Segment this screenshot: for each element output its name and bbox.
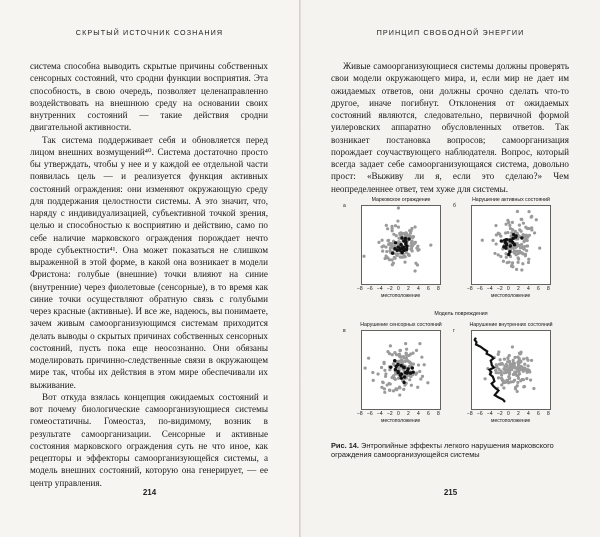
scatter-point-outer — [395, 387, 398, 390]
scatter-point-outer — [386, 350, 389, 353]
scatter-point-outer — [410, 244, 413, 247]
scatter-point-outer — [511, 221, 514, 224]
scatter-point-inner — [396, 370, 399, 373]
scatter-point-outer — [405, 354, 408, 357]
scatter-point-outer — [380, 239, 383, 242]
scatter-point-outer — [408, 378, 411, 381]
scatter-point-outer — [504, 223, 507, 226]
scatter-point-outer — [523, 239, 526, 242]
scatter-point-outer — [495, 242, 498, 245]
scatter-plot — [471, 205, 551, 285]
scatter-point-outer — [417, 248, 420, 251]
scatter-point-outer — [511, 265, 514, 268]
axis-tick-label: −2 — [497, 411, 503, 417]
scatter-point-outer — [418, 342, 421, 345]
scatter-point-outer — [385, 224, 388, 227]
scatter-point-outer — [506, 219, 509, 222]
axis-tick-label: 6 — [427, 411, 430, 417]
scatter-point-outer — [393, 257, 396, 260]
figure-panel — [453, 197, 551, 307]
scatter-point-inner — [391, 252, 394, 255]
scatter-point-outer — [381, 250, 384, 253]
panel-title: Нарушение сенсорных состояний — [360, 322, 442, 328]
scatter-point-outer — [391, 376, 394, 379]
scatter-point-outer — [386, 227, 389, 230]
scatter-point-outer — [415, 349, 418, 352]
scatter-point-outer — [390, 225, 393, 228]
axis-tick-label: 2 — [407, 286, 410, 292]
scatter-point-inner — [508, 238, 511, 241]
scatter-point-outer — [507, 370, 510, 373]
scatter-point-outer — [517, 258, 520, 261]
scatter-point-outer — [510, 368, 513, 371]
scatter-point-outer — [515, 268, 518, 271]
scatter-point-inner — [389, 365, 392, 368]
axis-tick-label: −4 — [487, 411, 493, 417]
scatter-point-outer — [418, 370, 421, 373]
scatter-point-inner — [407, 237, 410, 240]
running-header-right: ПРИНЦИП СВОБОДНОЙ ЭНЕРГИИ — [376, 28, 525, 37]
scatter-point-outer — [390, 258, 393, 261]
scatter-point-outer — [382, 361, 385, 364]
scatter-point-inner — [504, 241, 507, 244]
axis-tick-label: −4 — [377, 286, 383, 292]
scatter-point-outer — [392, 233, 395, 236]
scatter-point-outer — [398, 349, 401, 352]
scatter-point-inner — [509, 244, 512, 247]
scatter-point-outer — [396, 219, 399, 222]
scatter-point-outer — [410, 384, 413, 387]
scatter-point-outer — [394, 224, 397, 227]
scatter-point-outer — [497, 350, 500, 353]
scatter-point-outer — [393, 351, 396, 354]
scatter-point-outer — [527, 261, 530, 264]
scatter-point-outer — [383, 257, 386, 260]
scatter-point-inner — [394, 368, 397, 371]
axis-tick-label: 8 — [547, 411, 550, 417]
scatter-point-inner — [394, 241, 397, 244]
scatter-point-outer — [497, 253, 500, 256]
scatter-point-outer — [514, 386, 517, 389]
scatter-point-inner — [513, 243, 516, 246]
scatter-point-outer — [508, 224, 511, 227]
axis-tick-label: −4 — [377, 411, 383, 417]
scatter-point-outer — [506, 357, 509, 360]
page-number-left: 214 — [142, 488, 157, 497]
scatter-point-outer — [525, 377, 528, 380]
scatter-point-outer — [421, 375, 424, 378]
scatter-point-outer — [494, 224, 497, 227]
scatter-point-outer — [398, 386, 401, 389]
scatter-point-outer — [389, 242, 392, 245]
scatter-point-outer — [530, 359, 533, 362]
paragraph: Так система поддерживает себя и обновляется перед лицом внешних возмущений⁴⁰. Система достаточно просто бы утверждать, чтобы у нее и у каждой ее отдельной части появилась цель — и реализуется функция активных состояний ограждения: они изменяют окружающую среду для поддержания целостности системы. А это значит, что, наряду с индивидуализацией, субъективной точкой зрения, целью и способностью к восприятию и действию, само по себе наличие марковского ограждения порождает нечто вроде субъектности⁴¹. Она может показаться не слишком выраженной в этой форме, в какой она возникает в модели Фристона: голубые (внешние) точки влияют на синие (внутренние) через фиолетовые (сенсорные), в то время как синие точки осуществляют обратную связь с голубыми через красные (активные). И все же, надеюсь, вы понимаете, зачем живым самоорганизующимся системам приходится делать выводы о скрытых причинах собственных сенсорных состояний, пусть пока еще неосознанно. Они обязаны моделировать причинно-следственные связи в окружающем мире так, чтобы их действия в этом мире обеспечивали их выживание. — [30, 134, 268, 390]
scatter-point-outer — [500, 362, 503, 365]
scatter-point-outer — [400, 359, 403, 362]
page-number-right: 215 — [443, 488, 458, 497]
scatter-point-outer — [518, 224, 521, 227]
scatter-point-outer — [388, 389, 391, 392]
x-axis-label: местоположение — [381, 293, 421, 299]
scatter-point-inner — [507, 253, 510, 256]
scatter-point-outer — [535, 218, 538, 221]
scatter-point-outer — [406, 359, 409, 362]
scatter-point-inner — [399, 243, 402, 246]
axis-tick-label: 8 — [437, 411, 440, 417]
scatter-point-outer — [491, 239, 494, 242]
scatter-point-outer — [505, 364, 508, 367]
scatter-point-outer — [521, 233, 524, 236]
scatter-point-outer — [538, 247, 541, 250]
x-axis-label: местоположение — [491, 293, 531, 299]
x-axis-label: местоположение — [381, 418, 421, 424]
scatter-point-outer — [383, 369, 386, 372]
axis-tick-label: −2 — [387, 286, 393, 292]
scatter-point-outer — [519, 352, 522, 355]
scatter-point-outer — [419, 377, 422, 380]
scatter-point-outer — [518, 357, 521, 360]
scatter-point-outer — [511, 345, 514, 348]
panel-title: Нарушение активных состояний — [472, 197, 550, 203]
figure-panel — [343, 197, 441, 307]
scatter-point-outer — [523, 385, 526, 388]
scatter-point-outer — [420, 356, 423, 359]
scatter-point-outer — [527, 258, 530, 261]
scatter-point-outer — [522, 222, 525, 225]
scatter-point-outer — [405, 348, 408, 351]
panel-letter: а — [343, 203, 346, 209]
scatter-point-inner — [395, 249, 398, 252]
scatter-point-inner — [500, 239, 503, 242]
scatter-point-outer — [513, 356, 516, 359]
left-page — [0, 0, 299, 537]
paragraph: система способна выводить скрытые причины собственных сенсорных состояний, что сродни функции восприятия. Эта способность, в свою очередь, позволяет целенаправленно воздействовать на внешнюю среду на основании своих внутренних состояний — такие действия сродни двигательной активности. — [30, 61, 268, 133]
scatter-point-outer — [388, 382, 391, 385]
scatter-point-outer — [527, 364, 530, 367]
scatter-point-outer — [513, 362, 516, 365]
scatter-point-outer — [503, 358, 506, 361]
scatter-point-inner — [514, 235, 517, 238]
axis-tick-label: 4 — [527, 286, 530, 292]
figure-panel — [343, 322, 442, 432]
scatter-point-outer — [410, 227, 413, 230]
scatter-point-outer — [523, 363, 526, 366]
scatter-point-outer — [529, 378, 532, 381]
scatter-point-outer — [507, 375, 510, 378]
scatter-point-inner — [404, 237, 407, 240]
scatter-point-outer — [514, 372, 517, 375]
scatter-point-outer — [499, 358, 502, 361]
scatter-point-outer — [416, 245, 419, 248]
axis-tick-label: −6 — [477, 411, 483, 417]
scatter-point-outer — [399, 256, 402, 259]
scatter-point-outer — [526, 244, 529, 247]
scatter-point-outer — [414, 262, 417, 265]
scatter-point-inner — [403, 366, 406, 369]
scatter-point-outer — [497, 232, 500, 235]
scatter-point-outer — [522, 357, 525, 360]
scatter-point-outer — [514, 366, 517, 369]
caption-text: Энтропийные эффекты легкого нарушения марковского ограждения самоорганизующейся системы — [331, 441, 554, 460]
scatter-point-outer — [412, 235, 415, 238]
scatter-point-outer — [481, 239, 484, 242]
scatter-point-outer — [505, 256, 508, 259]
scatter-point-outer — [533, 231, 536, 234]
axis-tick-label: −8 — [467, 286, 473, 292]
paragraph: Живые самоорганизующиеся системы должны проверять свои модели окружающего мира, и, если мир не дает им ожидаемых ответов, они должны срочно сделать что-то другое, иначе погибнут. Отклонения от ожидаемых состояний являются, следовательно, первичной формой уилеровских аппаратно обусловленных ответов. Так возникает постановка вопросов; самоорганизация порождает соучаствующего наблюдателя. Вопрос, который всегда задает себе самоорганизующаяся система, довольно прост: «Выживу ли я, если это сделаю?» Чем неопределеннее ответ, тем хуже для системы. — [331, 61, 569, 194]
scatter-point-outer — [409, 361, 412, 364]
scatter-point-outer — [493, 252, 496, 255]
right-page — [301, 0, 600, 537]
scatter-point-outer — [384, 245, 387, 248]
scatter-point-outer — [398, 353, 401, 356]
axis-tick-label: 4 — [527, 411, 530, 417]
axis-tick-label: −6 — [367, 411, 373, 417]
scatter-point-outer — [383, 391, 386, 394]
scatter-point-outer — [414, 241, 417, 244]
scatter-point-outer — [497, 376, 500, 379]
right-body-text — [331, 60, 569, 195]
scatter-point-outer — [404, 342, 407, 345]
scatter-point-outer — [516, 261, 519, 264]
scatter-point-inner — [400, 376, 403, 379]
scatter-point-outer — [500, 374, 503, 377]
axis-tick-label: 2 — [517, 411, 520, 417]
scatter-point-outer — [417, 363, 420, 366]
scatter-point-outer — [416, 386, 419, 389]
scatter-point-outer — [520, 218, 523, 221]
scatter-point-outer — [521, 262, 524, 265]
scatter-point-outer — [520, 268, 523, 271]
axis-tick-label: 8 — [437, 286, 440, 292]
scatter-point-inner — [400, 236, 403, 239]
scatter-point-outer — [517, 363, 520, 366]
scatter-point-outer — [500, 378, 503, 381]
axis-tick-label: −8 — [357, 411, 363, 417]
panel-letter: г — [453, 328, 455, 334]
scatter-point-outer — [362, 255, 365, 258]
scatter-point-inner — [411, 366, 414, 369]
scatter-point-outer — [389, 344, 392, 347]
scatter-point-outer — [402, 388, 405, 391]
axis-tick-label: −6 — [477, 286, 483, 292]
axis-tick-label: 2 — [517, 286, 520, 292]
scatter-point-outer — [503, 368, 506, 371]
scatter-point-outer — [508, 362, 511, 365]
panel-letter: в — [343, 328, 346, 334]
scatter-point-outer — [398, 233, 401, 236]
scatter-point-outer — [509, 227, 512, 230]
scatter-point-outer — [499, 255, 502, 258]
scatter-point-outer — [397, 240, 400, 243]
scatter-point-outer — [499, 235, 502, 238]
scatter-point-outer — [525, 357, 528, 360]
scatter-point-outer — [524, 368, 527, 371]
scatter-point-inner — [409, 371, 412, 374]
figure-middle-label: Модель повреждения — [434, 311, 488, 317]
scatter-point-outer — [380, 245, 383, 248]
axis-tick-label: −4 — [487, 286, 493, 292]
scatter-point-outer — [423, 363, 426, 366]
axis-tick-label: −2 — [387, 411, 393, 417]
scatter-point-outer — [413, 269, 416, 272]
figure-panel — [453, 322, 553, 432]
axis-tick-label: −6 — [367, 286, 373, 292]
scatter-point-outer — [517, 377, 520, 380]
panel-letter: б — [453, 203, 456, 209]
scatter-point-outer — [502, 386, 505, 389]
scatter-point-outer — [404, 255, 407, 258]
scatter-point-outer — [426, 381, 429, 384]
scatter-point-outer — [380, 366, 383, 369]
axis-tick-label: 4 — [417, 411, 420, 417]
scatter-point-outer — [408, 254, 411, 257]
scatter-point-outer — [397, 226, 400, 229]
panel-title: Марковское ограждение — [371, 197, 431, 203]
scatter-point-outer — [398, 393, 401, 396]
scatter-point-outer — [520, 365, 523, 368]
axis-tick-label: −8 — [467, 411, 473, 417]
scatter-point-outer — [384, 375, 387, 378]
scatter-point-outer — [495, 363, 498, 366]
scatter-plot — [471, 330, 551, 410]
scatter-point-outer — [392, 362, 395, 365]
scatter-point-outer — [528, 369, 531, 372]
axis-tick-label: −8 — [357, 286, 363, 292]
scatter-point-outer — [521, 378, 524, 381]
scatter-point-outer — [381, 381, 384, 384]
figure-caption — [331, 441, 571, 460]
scatter-point-outer — [503, 371, 506, 374]
scatter-point-inner — [396, 363, 399, 366]
scatter-point-outer — [516, 390, 519, 393]
scatter-point-outer — [372, 379, 375, 382]
scatter-point-outer — [516, 381, 519, 384]
scatter-point-outer — [399, 355, 402, 358]
axis-tick-label: 0 — [397, 286, 400, 292]
left-body-text — [30, 60, 268, 489]
axis-tick-label: 0 — [507, 286, 510, 292]
scatter-point-inner — [404, 240, 407, 243]
scatter-point-outer — [404, 231, 407, 234]
scatter-point-outer — [500, 383, 503, 386]
scatter-point-outer — [511, 261, 514, 264]
scatter-point-outer — [502, 260, 505, 263]
scatter-point-outer — [513, 379, 516, 382]
scatter-point-outer — [364, 367, 367, 370]
scatter-point-outer — [386, 256, 389, 259]
scatter-point-outer — [392, 389, 395, 392]
scatter-point-inner — [502, 245, 505, 248]
axis-tick-label: −2 — [497, 286, 503, 292]
scatter-point-outer — [508, 261, 511, 264]
scatter-point-outer — [371, 371, 374, 374]
scatter-point-inner — [403, 375, 406, 378]
scatter-point-inner — [393, 359, 396, 362]
scatter-point-inner — [402, 381, 405, 384]
scatter-point-inner — [399, 374, 402, 377]
scatter-point-outer — [514, 230, 517, 233]
scatter-point-outer — [484, 377, 487, 380]
axis-tick-label: 0 — [507, 411, 510, 417]
scatter-point-inner — [405, 247, 408, 250]
axis-tick-label: 6 — [537, 411, 540, 417]
scatter-point-outer — [524, 226, 527, 229]
scatter-point-outer — [410, 247, 413, 250]
scatter-point-outer — [532, 387, 535, 390]
plot-frame — [362, 331, 441, 410]
scatter-point-outer — [412, 363, 415, 366]
scatter-point-outer — [410, 241, 413, 244]
axis-tick-label: 4 — [417, 286, 420, 292]
paragraph: Вот откуда взялась концепция ожидаемых состояний и вот почему биологические самоорганизующиеся системы гомеостатичны. Гомеостаз, по-видимому, возник в результате самоорганизации. Сенсорные и активные состояния марковского ограждения суть не что иное, как рецепторы и эффекторы самоорганизующейся системы, а модель внешних состояний, которую она генерирует, — ее центр управления. — [30, 391, 268, 488]
scatter-point-outer — [394, 378, 397, 381]
scatter-point-outer — [530, 228, 533, 231]
scatter-point-outer — [526, 236, 529, 239]
panel-title: Нарушение внутренних состояний — [469, 322, 553, 328]
scatter-point-outer — [527, 210, 530, 213]
axis-tick-label: 8 — [547, 286, 550, 292]
axis-tick-label: 0 — [397, 411, 400, 417]
scatter-point-outer — [385, 250, 388, 253]
scatter-point-outer — [512, 250, 515, 253]
scatter-point-outer — [394, 252, 397, 255]
scatter-point-inner — [406, 370, 409, 373]
scatter-point-outer — [520, 243, 523, 246]
scatter-point-outer — [387, 239, 390, 242]
scatter-point-outer — [413, 225, 416, 228]
running-header-left: СКРЫТЫЙ ИСТОЧНИК СОЗНАНИЯ — [75, 28, 224, 37]
scatter-point-inner — [400, 246, 403, 249]
axis-tick-label: 6 — [537, 286, 540, 292]
scatter-point-outer — [376, 372, 379, 375]
scatter-point-inner — [520, 236, 523, 239]
axis-tick-label: 6 — [427, 286, 430, 292]
figure-14 — [341, 193, 581, 441]
scatter-point-outer — [496, 371, 499, 374]
scatter-point-outer — [391, 353, 394, 356]
caption-label: Рис. 14. — [331, 441, 359, 450]
scatter-point-outer — [391, 263, 394, 266]
scatter-point-outer — [530, 215, 533, 218]
scatter-plot — [361, 205, 441, 285]
scatter-point-outer — [505, 379, 508, 382]
scatter-point-outer — [518, 250, 521, 253]
x-axis-label: местоположение — [491, 418, 531, 424]
scatter-point-outer — [494, 369, 497, 372]
scatter-point-outer — [380, 386, 383, 389]
scatter-point-outer — [516, 210, 519, 213]
scatter-point-outer — [403, 260, 406, 263]
scatter-point-outer — [527, 227, 530, 230]
scatter-point-outer — [415, 371, 418, 374]
scatter-point-outer — [504, 231, 507, 234]
scatter-point-outer — [519, 230, 522, 233]
scatter-point-outer — [523, 245, 526, 248]
scatter-plot — [361, 330, 441, 410]
axis-tick-label: 2 — [407, 411, 410, 417]
scatter-point-outer — [429, 244, 432, 247]
scatter-point-outer — [367, 357, 370, 360]
scatter-point-outer — [397, 206, 400, 209]
scatter-point-outer — [377, 241, 380, 244]
